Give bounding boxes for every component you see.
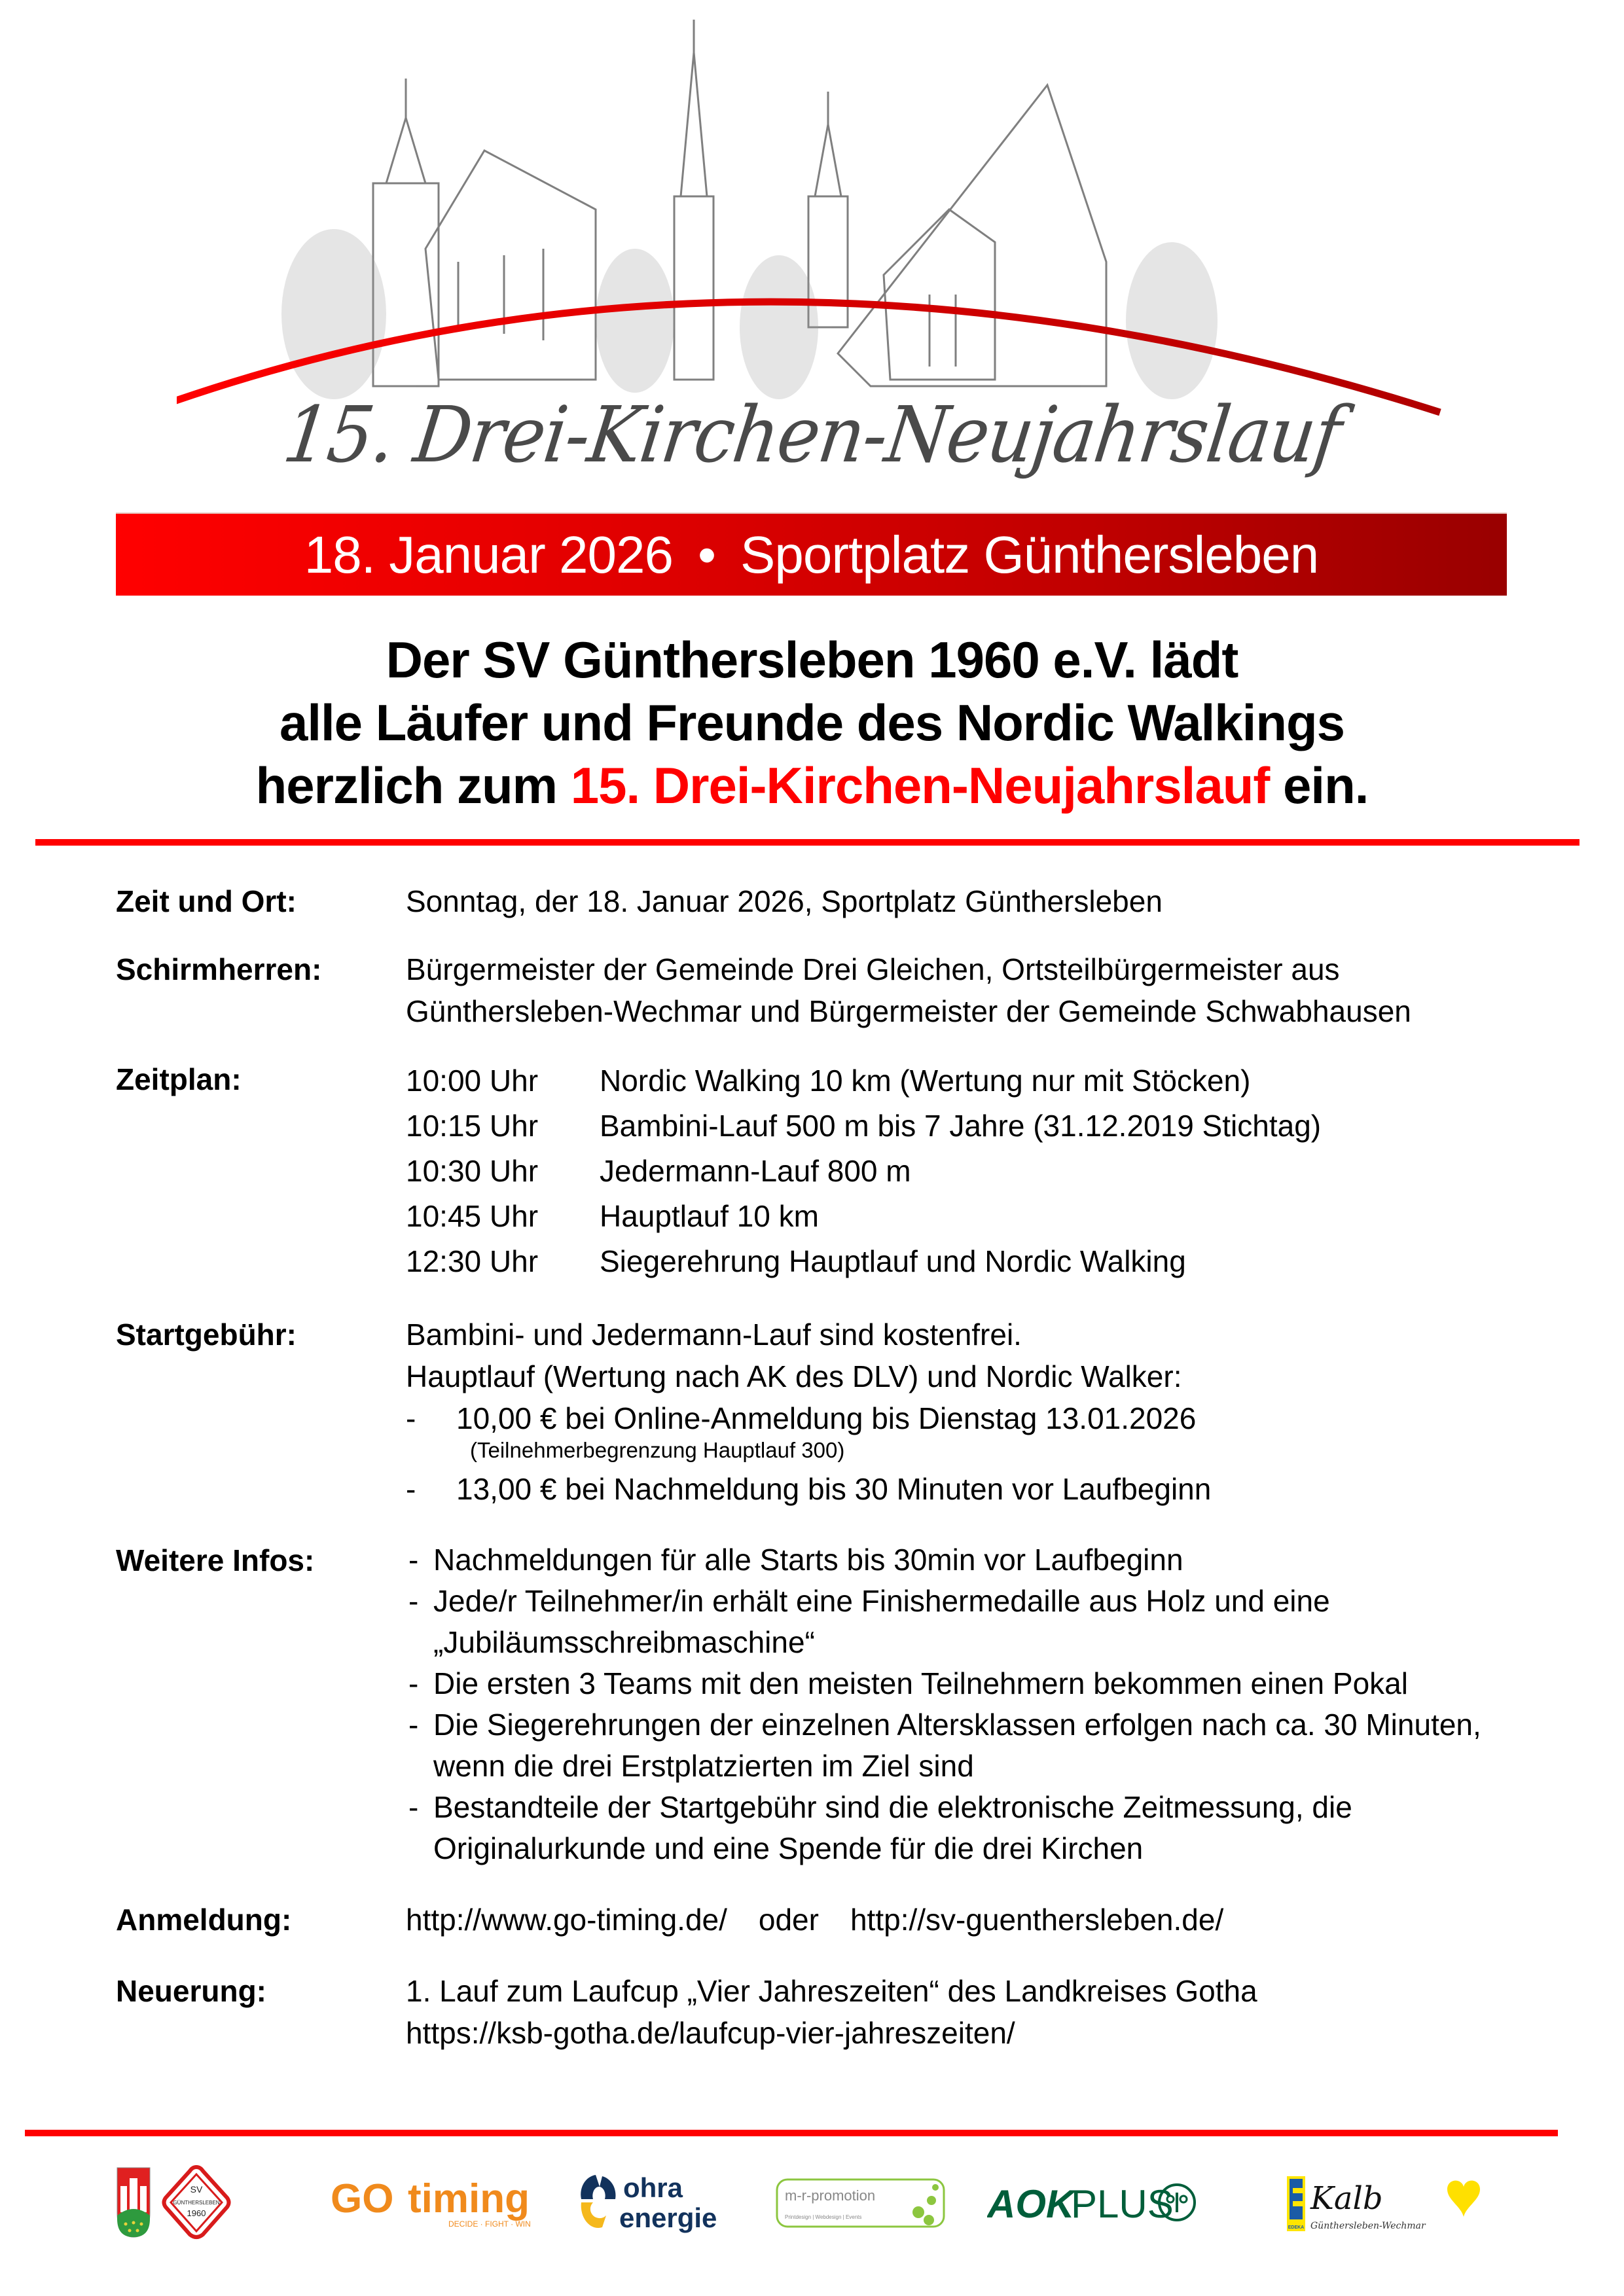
schedule-item — [406, 1149, 1556, 1194]
schirmherren-line: Bürgermeister der Gemeinde Drei Gleichen, Ortsteilbürgermeister aus — [406, 952, 1340, 986]
fee-participant-limit: (Teilnehmerbegrenzung Hauptlauf 300) — [470, 1438, 845, 1462]
intro-line-3-prefix: herzlich zum — [255, 757, 571, 814]
label-zeit-ort: Zeit und Ort: — [116, 884, 297, 918]
go-timing-icon — [331, 2173, 540, 2232]
divider-top — [35, 839, 1579, 846]
laufcup-link[interactable]: https://ksb-gotha.de/laufcup-vier-jahreszeiten/ — [406, 2016, 1015, 2050]
date-venue-banner — [116, 512, 1507, 596]
fee-dash: - — [406, 1472, 416, 1506]
m-r-promotion-logo — [774, 2166, 951, 2238]
divider-bottom — [25, 2130, 1558, 2136]
edeka-kalb-icon — [1287, 2170, 1483, 2235]
fee-main-note: Hauptlauf (Wertung nach AK des DLV) und Nordic Walker: — [406, 1359, 1182, 1393]
svg-text:Günthersleben-Wechmar: Günthersleben-Wechmar — [1310, 2221, 1426, 2231]
svg-text:PLUS: PLUS — [1071, 2182, 1174, 2226]
svg-text:DECIDE · FIGHT · WIN: DECIDE · FIGHT · WIN — [448, 2219, 531, 2229]
label-startgebuehr: Startgebühr: — [116, 1318, 297, 1352]
schedule-event: Hauptlauf 10 km — [600, 1199, 819, 1233]
info-item — [406, 1787, 1556, 1869]
schedule-event: Bambini-Lauf 500 m bis 7 Jahre (31.12.2019 Stichtag) — [600, 1109, 1322, 1143]
schedule-time: 10:30 Uhr — [406, 1154, 539, 1188]
intro-line-1: Der SV Günthersleben 1960 e.V. lädt — [386, 631, 1238, 689]
schedule-item — [406, 1103, 1556, 1149]
info-item — [406, 1663, 1556, 1704]
event-script-title: 15. Drei-Kirchen-Neujahrslauf — [278, 389, 1346, 480]
schirmherren-line: Günthersleben-Wechmar und Bürgermeister der Gemeinde Schwabhausen — [406, 994, 1411, 1028]
info-list — [406, 1539, 1556, 1869]
fee-item — [406, 1397, 1556, 1439]
info-item — [406, 1539, 1556, 1581]
info-text — [433, 1787, 1556, 1869]
section-zeit-ort — [116, 880, 1556, 922]
intro-line-2: alle Läufer und Freunde des Nordic Walkings — [279, 694, 1345, 751]
ohra-energie-icon — [576, 2170, 740, 2235]
svg-text:Printdesign | Webdesign | Even: Printdesign | Webdesign | Events — [785, 2214, 862, 2220]
section-weitere-infos — [116, 1539, 1556, 1869]
svg-text:m-r-promotion: m-r-promotion — [785, 2187, 876, 2204]
go-timing-logo — [331, 2166, 540, 2238]
value-neuerung — [406, 1970, 1556, 2054]
schedule-item — [406, 1194, 1556, 1239]
info-line: Die ersten 3 Teams mit den meisten Teilnehmern bekommen einen Pokal — [433, 1666, 1408, 1700]
banner-bullet: • — [698, 525, 716, 584]
schedule-time: 10:00 Uhr — [406, 1064, 539, 1098]
or-separator: oder — [758, 1903, 819, 1937]
sv-guenthersleben-link[interactable]: http://sv-guenthersleben.de/ — [850, 1903, 1224, 1937]
section-startgebuehr — [116, 1314, 1556, 1510]
info-dash: - — [408, 1790, 419, 1824]
fee-text: 13,00 € bei Nachmeldung bis 30 Minuten vor Laufbeginn — [456, 1472, 1212, 1506]
info-line: Originalurkunde und eine Spende für die drei Kirchen — [433, 1831, 1144, 1865]
banner-venue: Sportplatz Günthersleben — [740, 525, 1319, 584]
info-dash: - — [408, 1708, 419, 1742]
event-details — [116, 880, 1556, 2054]
schedule-event: Jedermann-Lauf 800 m — [600, 1154, 911, 1188]
info-item — [406, 1704, 1556, 1787]
section-neuerung — [116, 1970, 1556, 2054]
info-text — [433, 1663, 1556, 1704]
fee-details — [406, 1314, 1556, 1510]
intro-line-3 — [0, 754, 1624, 817]
label-anmeldung: Anmeldung: — [116, 1903, 292, 1937]
label-zeitplan: Zeitplan: — [116, 1062, 242, 1096]
info-line: „Jubiläumsschreibmaschine“ — [433, 1625, 815, 1659]
label-neuerung: Neuerung: — [116, 1974, 266, 2008]
info-line: wenn die drei Erstplatzierten im Ziel sind — [433, 1749, 974, 1783]
banner-text — [304, 525, 1319, 585]
section-anmeldung — [116, 1899, 1556, 1941]
info-dash: - — [408, 1584, 419, 1618]
intro-line-3-suffix: ein. — [1269, 757, 1369, 814]
svg-text:AOK: AOK — [987, 2182, 1075, 2226]
edeka-kalb-logo — [1287, 2166, 1483, 2238]
go-timing-link[interactable]: http://www.go-timing.de/ — [406, 1903, 727, 1937]
svg-text:1960: 1960 — [187, 2208, 206, 2218]
value-schirmherren — [406, 948, 1556, 1032]
info-line: Jede/r Teilnehmer/in erhält eine Finishermedaille aus Holz und eine — [433, 1584, 1330, 1618]
svg-text:ohra: ohra — [623, 2172, 683, 2203]
label-schirmherren: Schirmherren: — [116, 952, 322, 986]
info-line: Die Siegerehrungen der einzelnen Altersklassen erfolgen nach ca. 30 Minuten, — [433, 1708, 1481, 1742]
sponsor-logos — [0, 2160, 1624, 2245]
banner-date: 18. Januar 2026 — [304, 525, 673, 584]
m-r-promotion-icon — [774, 2173, 951, 2232]
label-weitere-infos: Weitere Infos: — [116, 1543, 315, 1577]
fee-text: 10,00 € bei Online-Anmeldung bis Dienstag 13.01.2026 — [456, 1401, 1197, 1435]
schedule-time: 10:45 Uhr — [406, 1199, 539, 1233]
svg-text:energie: energie — [619, 2202, 717, 2233]
schedule-list — [406, 1058, 1556, 1284]
fee-dash: - — [406, 1401, 416, 1435]
schedule-event: Nordic Walking 10 km (Wertung nur mit Stöcken) — [600, 1064, 1251, 1098]
event-name-highlight: 15. Drei-Kirchen-Neujahrslauf — [570, 757, 1270, 814]
sv-guenthersleben-logo — [157, 2166, 236, 2238]
info-text — [433, 1704, 1556, 1787]
registration-links — [406, 1899, 1556, 1941]
svg-text:Kalb: Kalb — [1310, 2180, 1383, 2217]
coat-of-arms-logo — [117, 2166, 151, 2238]
fee-free-note: Bambini- und Jedermann-Lauf sind kostenfrei. — [406, 1318, 1022, 1352]
invitation-text — [0, 628, 1624, 817]
schedule-time: 10:15 Uhr — [406, 1109, 539, 1143]
sv-diamond-icon — [157, 2165, 236, 2240]
ohra-energie-logo — [576, 2166, 740, 2238]
schedule-item — [406, 1058, 1556, 1103]
aok-plus-icon — [987, 2173, 1197, 2232]
coat-of-arms-icon — [117, 2166, 151, 2238]
aok-plus-logo — [987, 2166, 1197, 2238]
schedule-item — [406, 1239, 1556, 1284]
info-text — [433, 1581, 1556, 1663]
svg-text:EDEKA: EDEKA — [1288, 2225, 1305, 2230]
info-item — [406, 1581, 1556, 1663]
svg-text:GO: GO — [331, 2176, 394, 2221]
svg-text:GÜNTHERSLEBEN: GÜNTHERSLEBEN — [173, 2199, 220, 2206]
info-line: Nachmeldungen für alle Starts bis 30min vor Laufbeginn — [433, 1543, 1183, 1577]
neuerung-text: 1. Lauf zum Laufcup „Vier Jahreszeiten“ des Landkreises Gotha — [406, 1974, 1257, 2008]
value-zeit-ort: Sonntag, der 18. Januar 2026, Sportplatz Günthersleben — [406, 884, 1163, 918]
svg-text:timing: timing — [408, 2176, 530, 2221]
fee-item — [406, 1468, 1556, 1510]
svg-text:SV: SV — [190, 2183, 203, 2195]
section-zeitplan — [116, 1058, 1556, 1284]
info-line: Bestandteile der Startgebühr sind die elektronische Zeitmessung, die — [433, 1790, 1352, 1824]
info-dash: - — [408, 1543, 419, 1577]
schedule-event: Siegerehrung Hauptlauf und Nordic Walking — [600, 1244, 1186, 1278]
info-dash: - — [408, 1666, 419, 1700]
section-schirmherren — [116, 948, 1556, 1032]
schedule-time: 12:30 Uhr — [406, 1244, 539, 1278]
info-text — [433, 1539, 1556, 1581]
